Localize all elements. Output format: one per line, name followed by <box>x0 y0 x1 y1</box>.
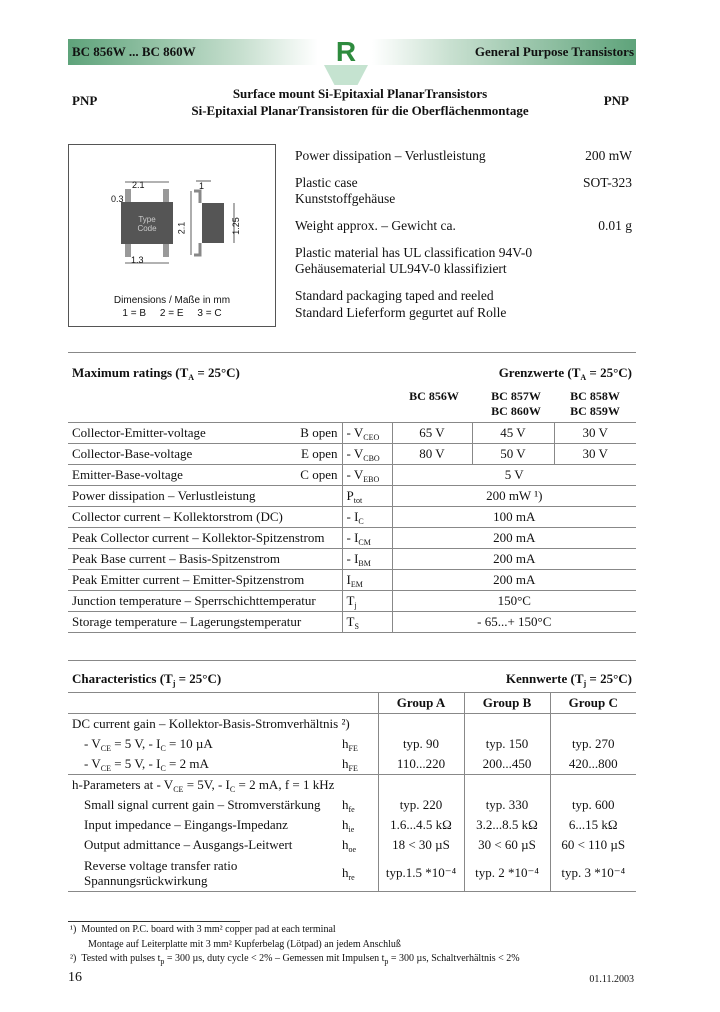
footnote-1-de: Montage auf Leiterplatte mit 3 mm² Kupferbelag (Lötpad) an jedem Anschluß <box>88 939 401 950</box>
max-ratings-title: Maximum ratings $(T_A = 25^\circ C)$ <box>72 365 240 382</box>
spec-packaging-label: Standard packaging taped and reeled <box>295 288 494 303</box>
pin-assignment: 1 = B 2 = E 3 = C <box>122 308 222 319</box>
grenzwerte-title: Grenzwerte $(T_A = 25^\circ C)$ <box>498 365 632 382</box>
max-ratings-table <box>68 422 636 633</box>
footnote-2: ²) Tested with pulses $t_p = 300$ µs, duty cycle < 2% – Gemessen mit Impulsen $t_p = 300$ µs, Schaltverhältnis < 2% <box>70 953 520 966</box>
row-name: Input impedance – Eingangs-Impedanz <box>84 817 288 832</box>
row-c: typ. 600 <box>550 795 636 815</box>
logo-icon <box>322 37 370 85</box>
table-row <box>68 423 636 444</box>
table-row <box>68 612 636 633</box>
dim-side-top: 1 <box>199 181 205 191</box>
row-condition: - $V_{CE} = 5$ V, - $I_C = 2$ mA <box>84 755 209 773</box>
row-a: typ.1.5 *10⁻⁴ <box>378 855 464 892</box>
table-row <box>68 815 636 835</box>
spec-weight-label: Weight approx. – Gewicht ca. <box>295 218 456 233</box>
row-v1: 65 V <box>392 423 472 444</box>
col-bc857w: BC 857W <box>491 389 541 403</box>
row-name: Emitter-Base-voltage <box>68 465 276 486</box>
spec-case-label: Plastic case <box>295 175 358 190</box>
spec-power-label: Power dissipation – Verlustleistung <box>295 148 486 163</box>
header-group-a: Group A <box>378 693 464 714</box>
hparam-label: h-Parameters at - $V_{CE} = 5V$, - $I_C = 2$ mA, f = 1 kHz <box>68 775 378 796</box>
row-name: Storage temperature – Lagerungstemperatur <box>68 612 342 633</box>
col-bc860w: BC 860W <box>491 404 541 418</box>
table-row <box>68 444 636 465</box>
kennwerte-title: Kennwerte $(T_j = 25^\circ C)$ <box>505 671 632 688</box>
table-row <box>68 507 636 528</box>
title-line-2: Si-Epitaxial PlanarTransistoren für die Oberflächenmontage <box>191 103 529 118</box>
table-row <box>68 528 636 549</box>
table-row <box>68 465 636 486</box>
row-v2: 50 V <box>472 444 554 465</box>
row-value: 200 mA <box>392 570 636 591</box>
row-name: Small signal current gain – Stromverstärkung <box>84 797 321 812</box>
col-bc856w: BC 856W <box>409 389 459 403</box>
spec-power-value: 200 mW <box>585 148 632 163</box>
row-name: Output admittance – Ausgangs-Leitwert <box>84 837 293 852</box>
row-b: typ. 150 <box>464 734 550 754</box>
footer-date: 01.11.2003 <box>589 974 634 985</box>
polarity-left: PNP <box>72 93 98 108</box>
row-c: 420...800 <box>550 754 636 775</box>
polarity-right: PNP <box>603 93 629 108</box>
row-a: 18 < 30 µS <box>378 835 464 855</box>
row-symbol: $h_{FE}$ <box>342 755 358 773</box>
row-symbol: - $V_{CBO}$ <box>342 444 392 465</box>
row-b: 30 < 60 µS <box>464 835 550 855</box>
spec-weight-value: 0.01 g <box>598 218 632 233</box>
footnote-rule <box>68 921 240 922</box>
row-name: Reverse voltage transfer ratio Spannungsrückwirkung <box>68 855 338 892</box>
row-symbol: $h_{FE}$ <box>342 735 358 753</box>
table-row <box>68 714 636 735</box>
row-b: 200...450 <box>464 754 550 775</box>
table-row <box>68 754 636 775</box>
row-symbol: - $I_{CM}$ <box>342 528 392 549</box>
footnote-1: ¹) Mounted on P.C. board with 3 mm² copper pad at each terminal <box>70 924 336 935</box>
row-symbol: $I_{EM}$ <box>342 570 392 591</box>
page-number: 16 <box>68 970 82 985</box>
col-bc859w: BC 859W <box>570 404 620 418</box>
dimensions-caption: Dimensions / Maße in mm <box>113 295 231 306</box>
table-row <box>68 591 636 612</box>
row-v3: 30 V <box>554 444 636 465</box>
spec-case-value: SOT-323 <box>582 175 632 190</box>
row-name: Collector-Base-voltage <box>68 444 276 465</box>
package-drawing <box>68 144 276 327</box>
row-symbol: - $I_C$ <box>342 507 392 528</box>
row-symbol: $h_{fe}$ <box>342 796 355 814</box>
table-row <box>68 835 636 855</box>
part-range: BC 856W ... BC 860W <box>72 44 196 59</box>
row-a: 110...220 <box>378 754 464 775</box>
logo-letter: R <box>335 37 357 67</box>
table-row <box>68 486 636 507</box>
dim-bottom: 1.3 <box>131 255 144 265</box>
row-c: 60 < 110 µS <box>550 835 636 855</box>
row-symbol: $h_{oe}$ <box>342 836 357 854</box>
title-line-1: Surface mount Si-Epitaxial PlanarTransistors <box>232 86 488 101</box>
row-symbol: - $V_{CEO}$ <box>342 423 392 444</box>
row-name: Peak Emitter current – Emitter-Spitzenstrom <box>68 570 342 591</box>
characteristics-table <box>68 692 636 892</box>
divider <box>68 352 636 353</box>
row-cond: E open <box>276 444 342 465</box>
category-title: General Purpose Transistors <box>474 44 634 59</box>
row-symbol: - $V_{EBO}$ <box>342 465 392 486</box>
type-code-label: Type Code <box>137 215 157 233</box>
row-a: typ. 220 <box>378 795 464 815</box>
row-c: 6...15 kΩ <box>550 815 636 835</box>
dc-gain-label: DC current gain – Kollektor-Basis-Stromverhältnis ²) <box>68 714 378 735</box>
spec-packaging-label-de: Standard Lieferform gegurtet auf Rolle <box>295 305 507 320</box>
row-a: typ. 90 <box>378 734 464 754</box>
row-v2: 45 V <box>472 423 554 444</box>
spec-case-label-de: Kunststoffgehäuse <box>295 191 396 206</box>
table-row <box>68 734 636 754</box>
row-name: Power dissipation – Verlustleistung <box>68 486 342 507</box>
row-symbol: $T_j$ <box>342 591 392 612</box>
row-name: Junction temperature – Sperrschichttemperatur <box>68 591 342 612</box>
header-group-c: Group C <box>550 693 636 714</box>
row-c: typ. 270 <box>550 734 636 754</box>
row-symbol: $T_S$ <box>342 612 392 633</box>
row-symbol: $h_{ie}$ <box>342 816 355 834</box>
table-header-row <box>68 693 636 714</box>
row-cond: C open <box>276 465 342 486</box>
divider <box>68 660 636 661</box>
characteristics-title: Characteristics $(T_j = 25^\circ C)$ <box>72 671 222 688</box>
row-name: Collector current – Kollektorstrom (DC) <box>68 507 342 528</box>
dim-top: 2.1 <box>132 180 145 190</box>
dim-left: 0.3 <box>111 194 124 204</box>
row-value: 200 mW ¹) <box>392 486 636 507</box>
row-value: 200 mA <box>392 549 636 570</box>
table-row <box>68 855 636 892</box>
dim-side-height: 2.1 <box>176 221 187 235</box>
row-value: 200 mA <box>392 528 636 549</box>
row-value: 150°C <box>392 591 636 612</box>
spec-ul-label: Plastic material has UL classification 94V-0 <box>295 245 533 260</box>
row-symbol: $h_{re}$ <box>338 855 378 892</box>
spec-ul-label-de: Gehäusematerial UL94V-0 klassifiziert <box>295 261 507 276</box>
row-a: 1.6...4.5 kΩ <box>378 815 464 835</box>
row-name: Peak Collector current – Kollektor-Spitzenstrom <box>68 528 342 549</box>
header-group-b: Group B <box>464 693 550 714</box>
row-v1: 80 V <box>392 444 472 465</box>
table-row <box>68 570 636 591</box>
row-value: 5 V <box>392 465 636 486</box>
table-row <box>68 549 636 570</box>
row-v3: 30 V <box>554 423 636 444</box>
row-c: typ. 3 *10⁻⁴ <box>550 855 636 892</box>
row-value: - 65...+ 150°C <box>392 612 636 633</box>
table-row <box>68 775 636 796</box>
row-symbol: - $I_{BM}$ <box>342 549 392 570</box>
package-outline-icon <box>69 145 275 285</box>
col-bc858w: BC 858W <box>570 389 620 403</box>
row-name: Collector-Emitter-voltage <box>68 423 276 444</box>
row-symbol: $P_{tot}$ <box>342 486 392 507</box>
row-b: typ. 2 *10⁻⁴ <box>464 855 550 892</box>
row-cond: B open <box>276 423 342 444</box>
table-row <box>68 795 636 815</box>
dim-side-right: 1.25 <box>230 217 241 235</box>
row-name: Peak Base current – Basis-Spitzenstrom <box>68 549 342 570</box>
row-condition: - $V_{CE} = 5$ V, - $I_C = 10$ µA <box>84 735 213 753</box>
row-value: 100 mA <box>392 507 636 528</box>
row-b: 3.2...8.5 kΩ <box>464 815 550 835</box>
row-b: typ. 330 <box>464 795 550 815</box>
